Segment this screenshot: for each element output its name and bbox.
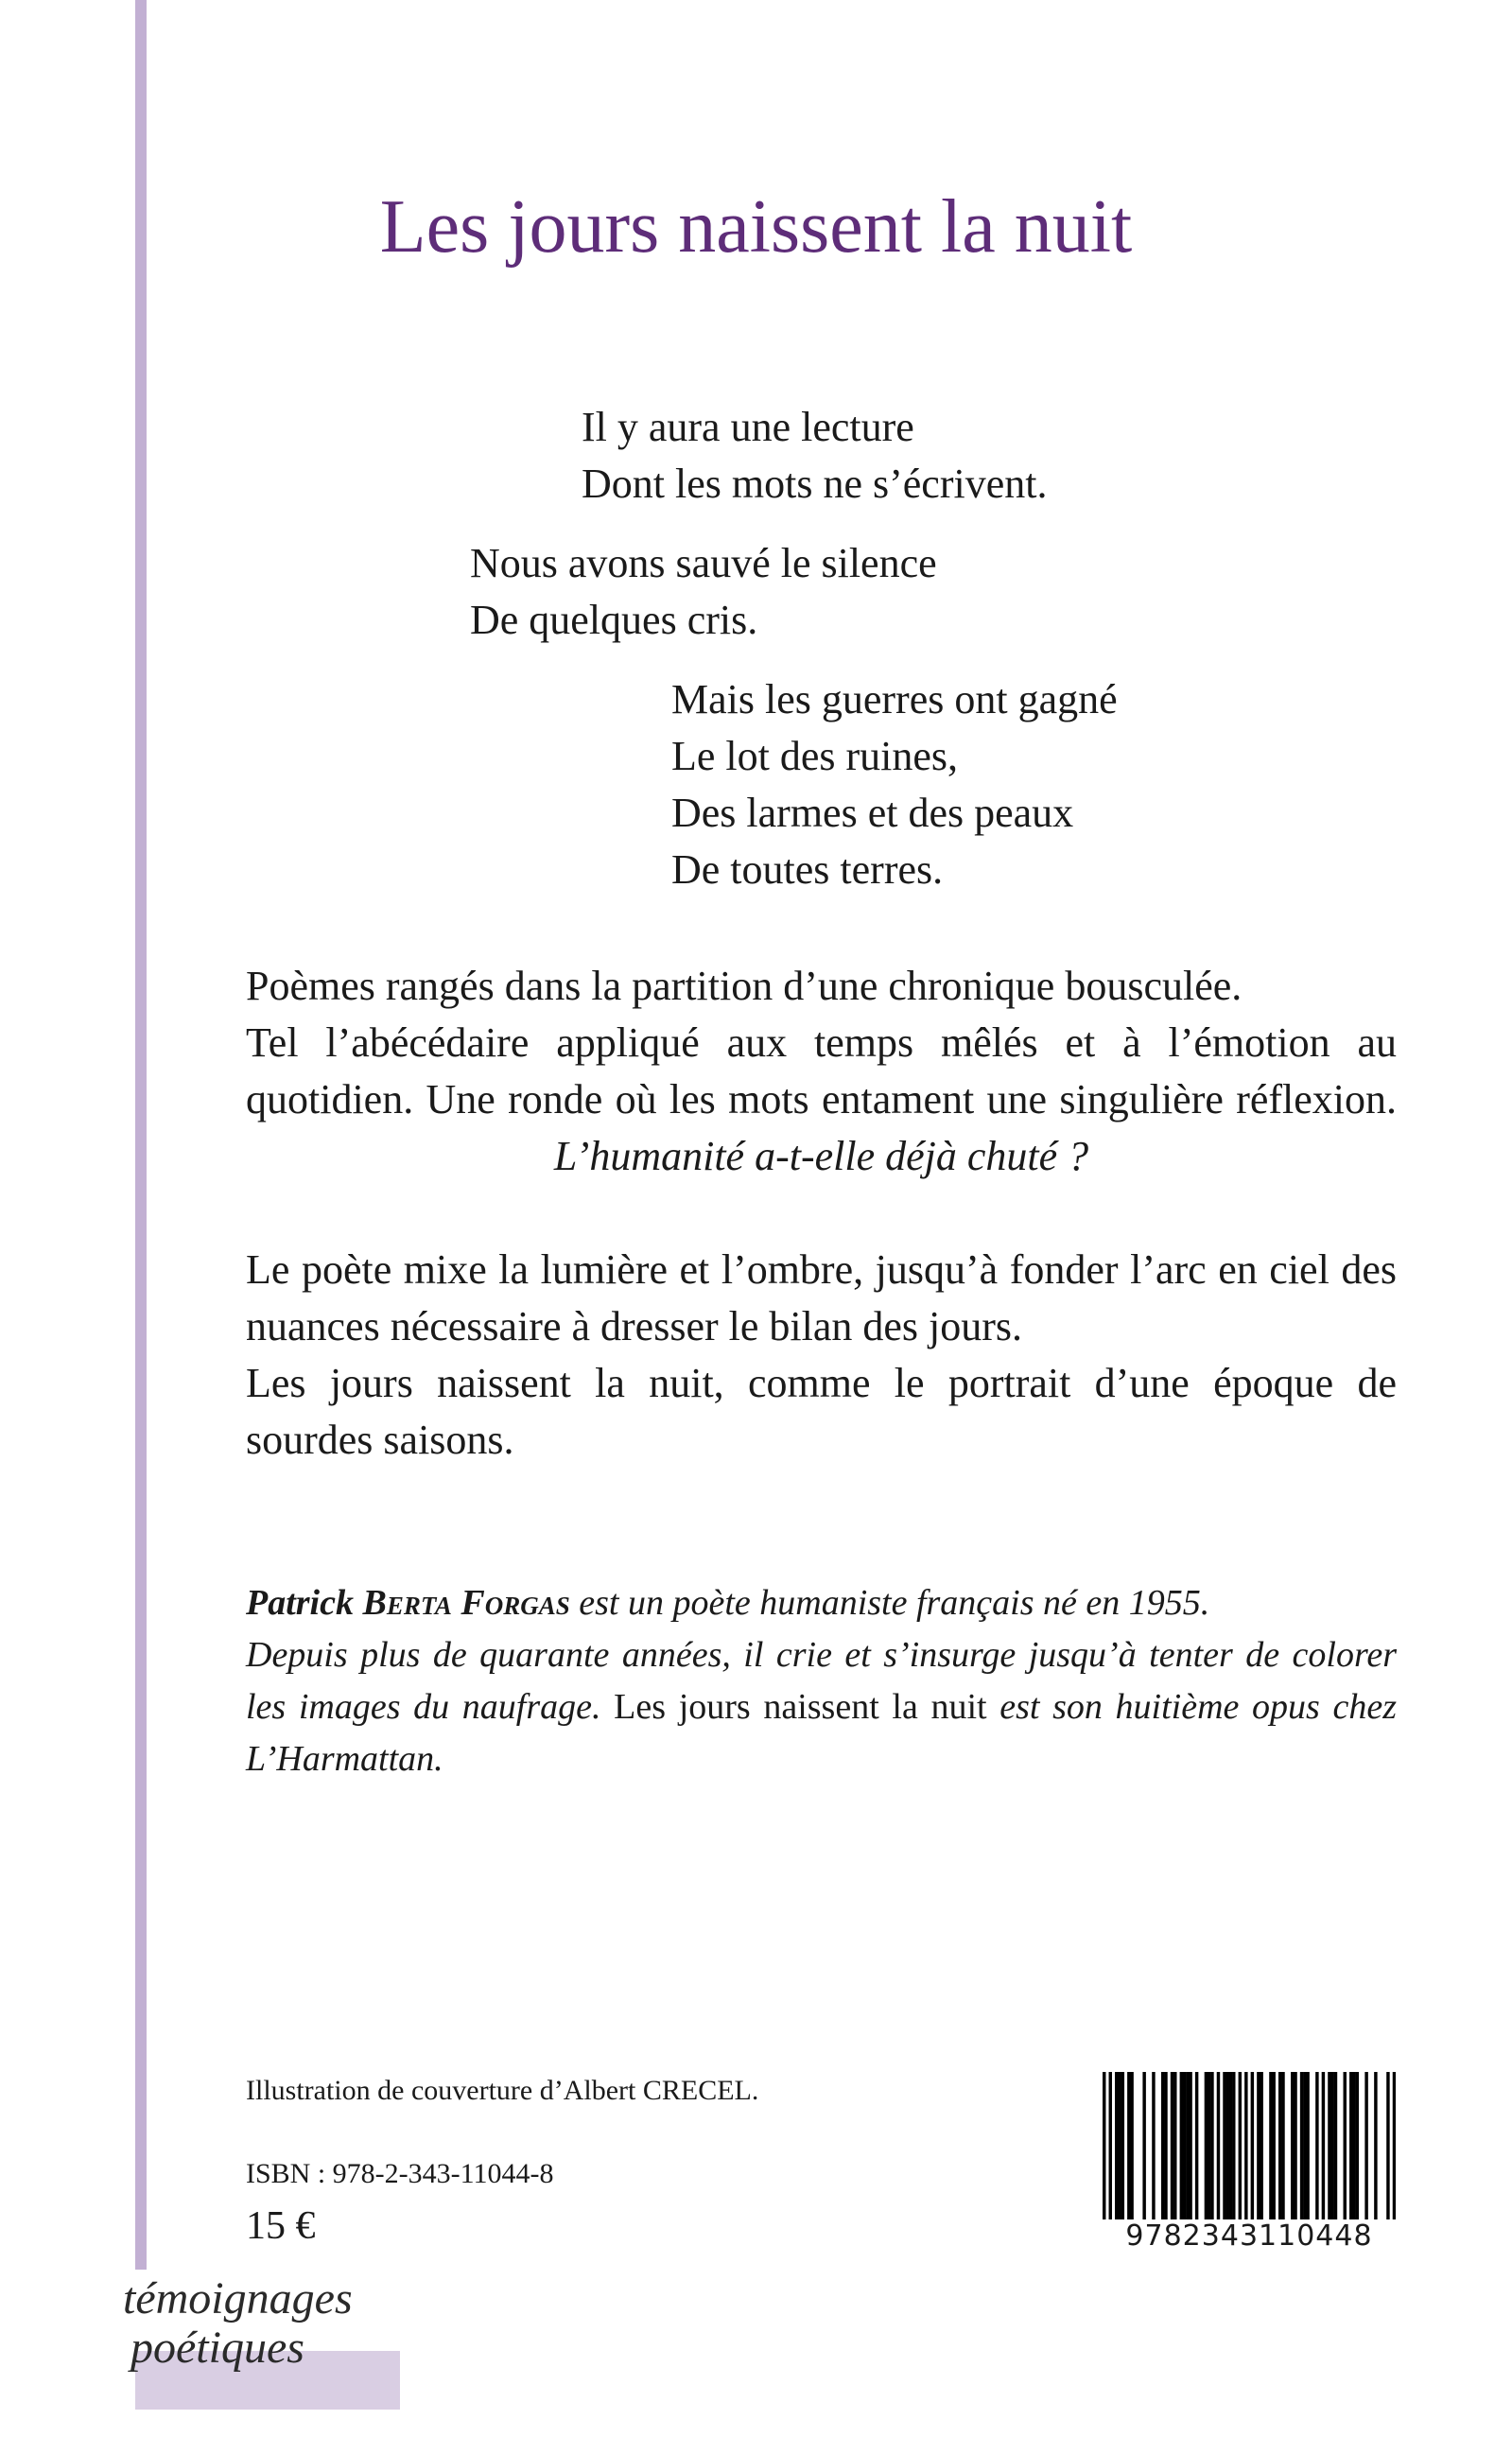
verse-line: Dont les mots ne s’écrivent. bbox=[582, 461, 1048, 507]
bio-line bbox=[246, 1733, 1397, 1785]
barcode-bar bbox=[1223, 2072, 1225, 2223]
barcode-bar bbox=[1208, 2072, 1210, 2223]
barcode-bar bbox=[1260, 2072, 1262, 2223]
verse-line: Il y aura une lecture bbox=[582, 404, 914, 450]
barcode-bar bbox=[1226, 2072, 1229, 2223]
barcode-bar bbox=[1328, 2072, 1330, 2223]
isbn: ISBN : 978-2-343-11044-8 bbox=[246, 2158, 554, 2189]
barcode-bar bbox=[1171, 2072, 1173, 2223]
barcode-bar bbox=[1291, 2072, 1294, 2223]
collection-word-1: témoignages bbox=[123, 2273, 353, 2323]
verse-line: Des larmes et des peaux bbox=[671, 790, 1074, 836]
blurb-question: L’humanité a-t-elle déjà chuté ? bbox=[553, 1133, 1089, 1179]
barcode-bar bbox=[1344, 2072, 1347, 2223]
barcode-bar bbox=[1115, 2072, 1118, 2223]
barcode-bar bbox=[1322, 2072, 1325, 2223]
verse-stanza-2 bbox=[470, 535, 937, 649]
price: 15 € bbox=[246, 2204, 316, 2248]
barcode-bar bbox=[1229, 2072, 1232, 2223]
barcode-bar bbox=[1393, 2072, 1396, 2223]
barcode-bar bbox=[1121, 2072, 1124, 2223]
barcode-bar bbox=[1330, 2072, 1333, 2223]
barcode-bar bbox=[1118, 2072, 1121, 2223]
barcode-bar bbox=[1269, 2072, 1272, 2223]
barcode-bar bbox=[1315, 2072, 1318, 2223]
barcode-bar bbox=[1205, 2072, 1208, 2223]
blurb-paragraph-1 bbox=[246, 958, 1397, 1185]
verse-stanza-3 bbox=[671, 671, 1118, 898]
author-bio bbox=[246, 1577, 1397, 1785]
barcode-bar bbox=[1356, 2072, 1359, 2223]
blurb-line: Les jours naissent la nuit, comme le portrait d’une époque de bbox=[246, 1360, 1397, 1406]
barcode-bar bbox=[1306, 2072, 1309, 2223]
blurb-line: sourdes saisons. bbox=[246, 1417, 514, 1463]
barcode-bar bbox=[1232, 2072, 1235, 2223]
bio-book-title: Les jours naissent la nuit bbox=[600, 1687, 987, 1727]
barcode-bar bbox=[1251, 2072, 1254, 2223]
barcode-bar bbox=[1244, 2072, 1247, 2223]
verse-line: Le lot des ruines, bbox=[671, 733, 959, 779]
barcode-bar bbox=[1161, 2072, 1164, 2223]
bio-text: les images du naufrage. bbox=[246, 1687, 601, 1727]
blurb-line: Poèmes rangés dans la partition d’une chronique bousculée. bbox=[246, 963, 1243, 1009]
bio-text: est un poète humaniste français né en 1955. bbox=[569, 1583, 1210, 1623]
verse-stanza-1 bbox=[582, 399, 1047, 513]
barcode-bar bbox=[1364, 2072, 1367, 2223]
barcode-bar bbox=[1127, 2072, 1130, 2223]
blurb-line: Tel l’abécédaire appliqué aux temps mêlés et à l’émotion au bbox=[246, 1019, 1397, 1066]
blurb-paragraph-2 bbox=[246, 1242, 1397, 1469]
barcode-bar bbox=[1180, 2072, 1183, 2223]
barcode-bar bbox=[1303, 2072, 1306, 2223]
book-title: Les jours naissent la nuit bbox=[379, 185, 1133, 269]
barcode-bar bbox=[1183, 2072, 1186, 2223]
barcode-bar bbox=[1386, 2072, 1389, 2223]
bio-line: Depuis plus de quarante années, il crie et s’insurge jusqu’à tenter de colorer bbox=[246, 1635, 1397, 1675]
barcode-bar bbox=[1186, 2072, 1189, 2223]
barcode-bar bbox=[1278, 2072, 1281, 2223]
illustration-credit: Illustration de couverture d’Albert CRECEL. bbox=[246, 2075, 759, 2106]
verse-line: Nous avons sauvé le silence bbox=[470, 540, 937, 586]
barcode-bar bbox=[1109, 2072, 1112, 2223]
verse-line: De toutes terres. bbox=[671, 846, 944, 893]
barcode-bar bbox=[1103, 2072, 1105, 2223]
barcode-bar bbox=[1352, 2072, 1355, 2223]
barcode-bar bbox=[1217, 2072, 1220, 2223]
blurb-line: quotidien. Une ronde où les mots entament une singulière réflexion. bbox=[246, 1076, 1397, 1123]
barcode-bars bbox=[1103, 2072, 1396, 2223]
blurb-line: nuances nécessaire à dresser le bilan des jours. bbox=[246, 1303, 1023, 1349]
barcode-bar bbox=[1334, 2072, 1337, 2223]
barcode-bar bbox=[1152, 2072, 1155, 2223]
barcode-bar bbox=[1189, 2072, 1191, 2223]
barcode-bar bbox=[1142, 2072, 1145, 2223]
blurb-line: Le poète mixe la lumière et l’ombre, jusqu’à fonder l’arc en ciel des bbox=[246, 1246, 1397, 1293]
publisher-name: L’Harmattan. bbox=[246, 1739, 443, 1779]
barcode bbox=[1103, 2072, 1396, 2261]
barcode-bar bbox=[1294, 2072, 1296, 2223]
author-first-name: Patrick bbox=[246, 1583, 354, 1623]
barcode-bar bbox=[1257, 2072, 1260, 2223]
barcode-bar bbox=[1239, 2072, 1242, 2223]
bio-text: est son huitième opus chez bbox=[986, 1687, 1398, 1727]
verse-line: Mais les guerres ont gagné bbox=[671, 676, 1118, 722]
author-last-name: Berta Forgas bbox=[362, 1583, 570, 1623]
bio-line bbox=[246, 1577, 1397, 1629]
barcode-digits: 9782343110448 bbox=[1103, 2219, 1396, 2253]
barcode-bar bbox=[1272, 2072, 1275, 2223]
barcode-bar bbox=[1173, 2072, 1176, 2223]
collection-word-2: poétiques bbox=[130, 2323, 304, 2373]
barcode-bar bbox=[1349, 2072, 1352, 2223]
barcode-bar bbox=[1195, 2072, 1198, 2223]
barcode-bar bbox=[1130, 2072, 1133, 2223]
purple-side-bar bbox=[135, 0, 147, 2270]
bio-line bbox=[246, 1681, 1397, 1733]
barcode-bar bbox=[1164, 2072, 1167, 2223]
barcode-bar bbox=[1300, 2072, 1303, 2223]
barcode-bar bbox=[1374, 2072, 1377, 2223]
collection-logo bbox=[123, 2274, 353, 2373]
barcode-bar bbox=[1281, 2072, 1284, 2223]
barcode-bar bbox=[1210, 2072, 1213, 2223]
verse-line: De quelques cris. bbox=[470, 597, 758, 643]
